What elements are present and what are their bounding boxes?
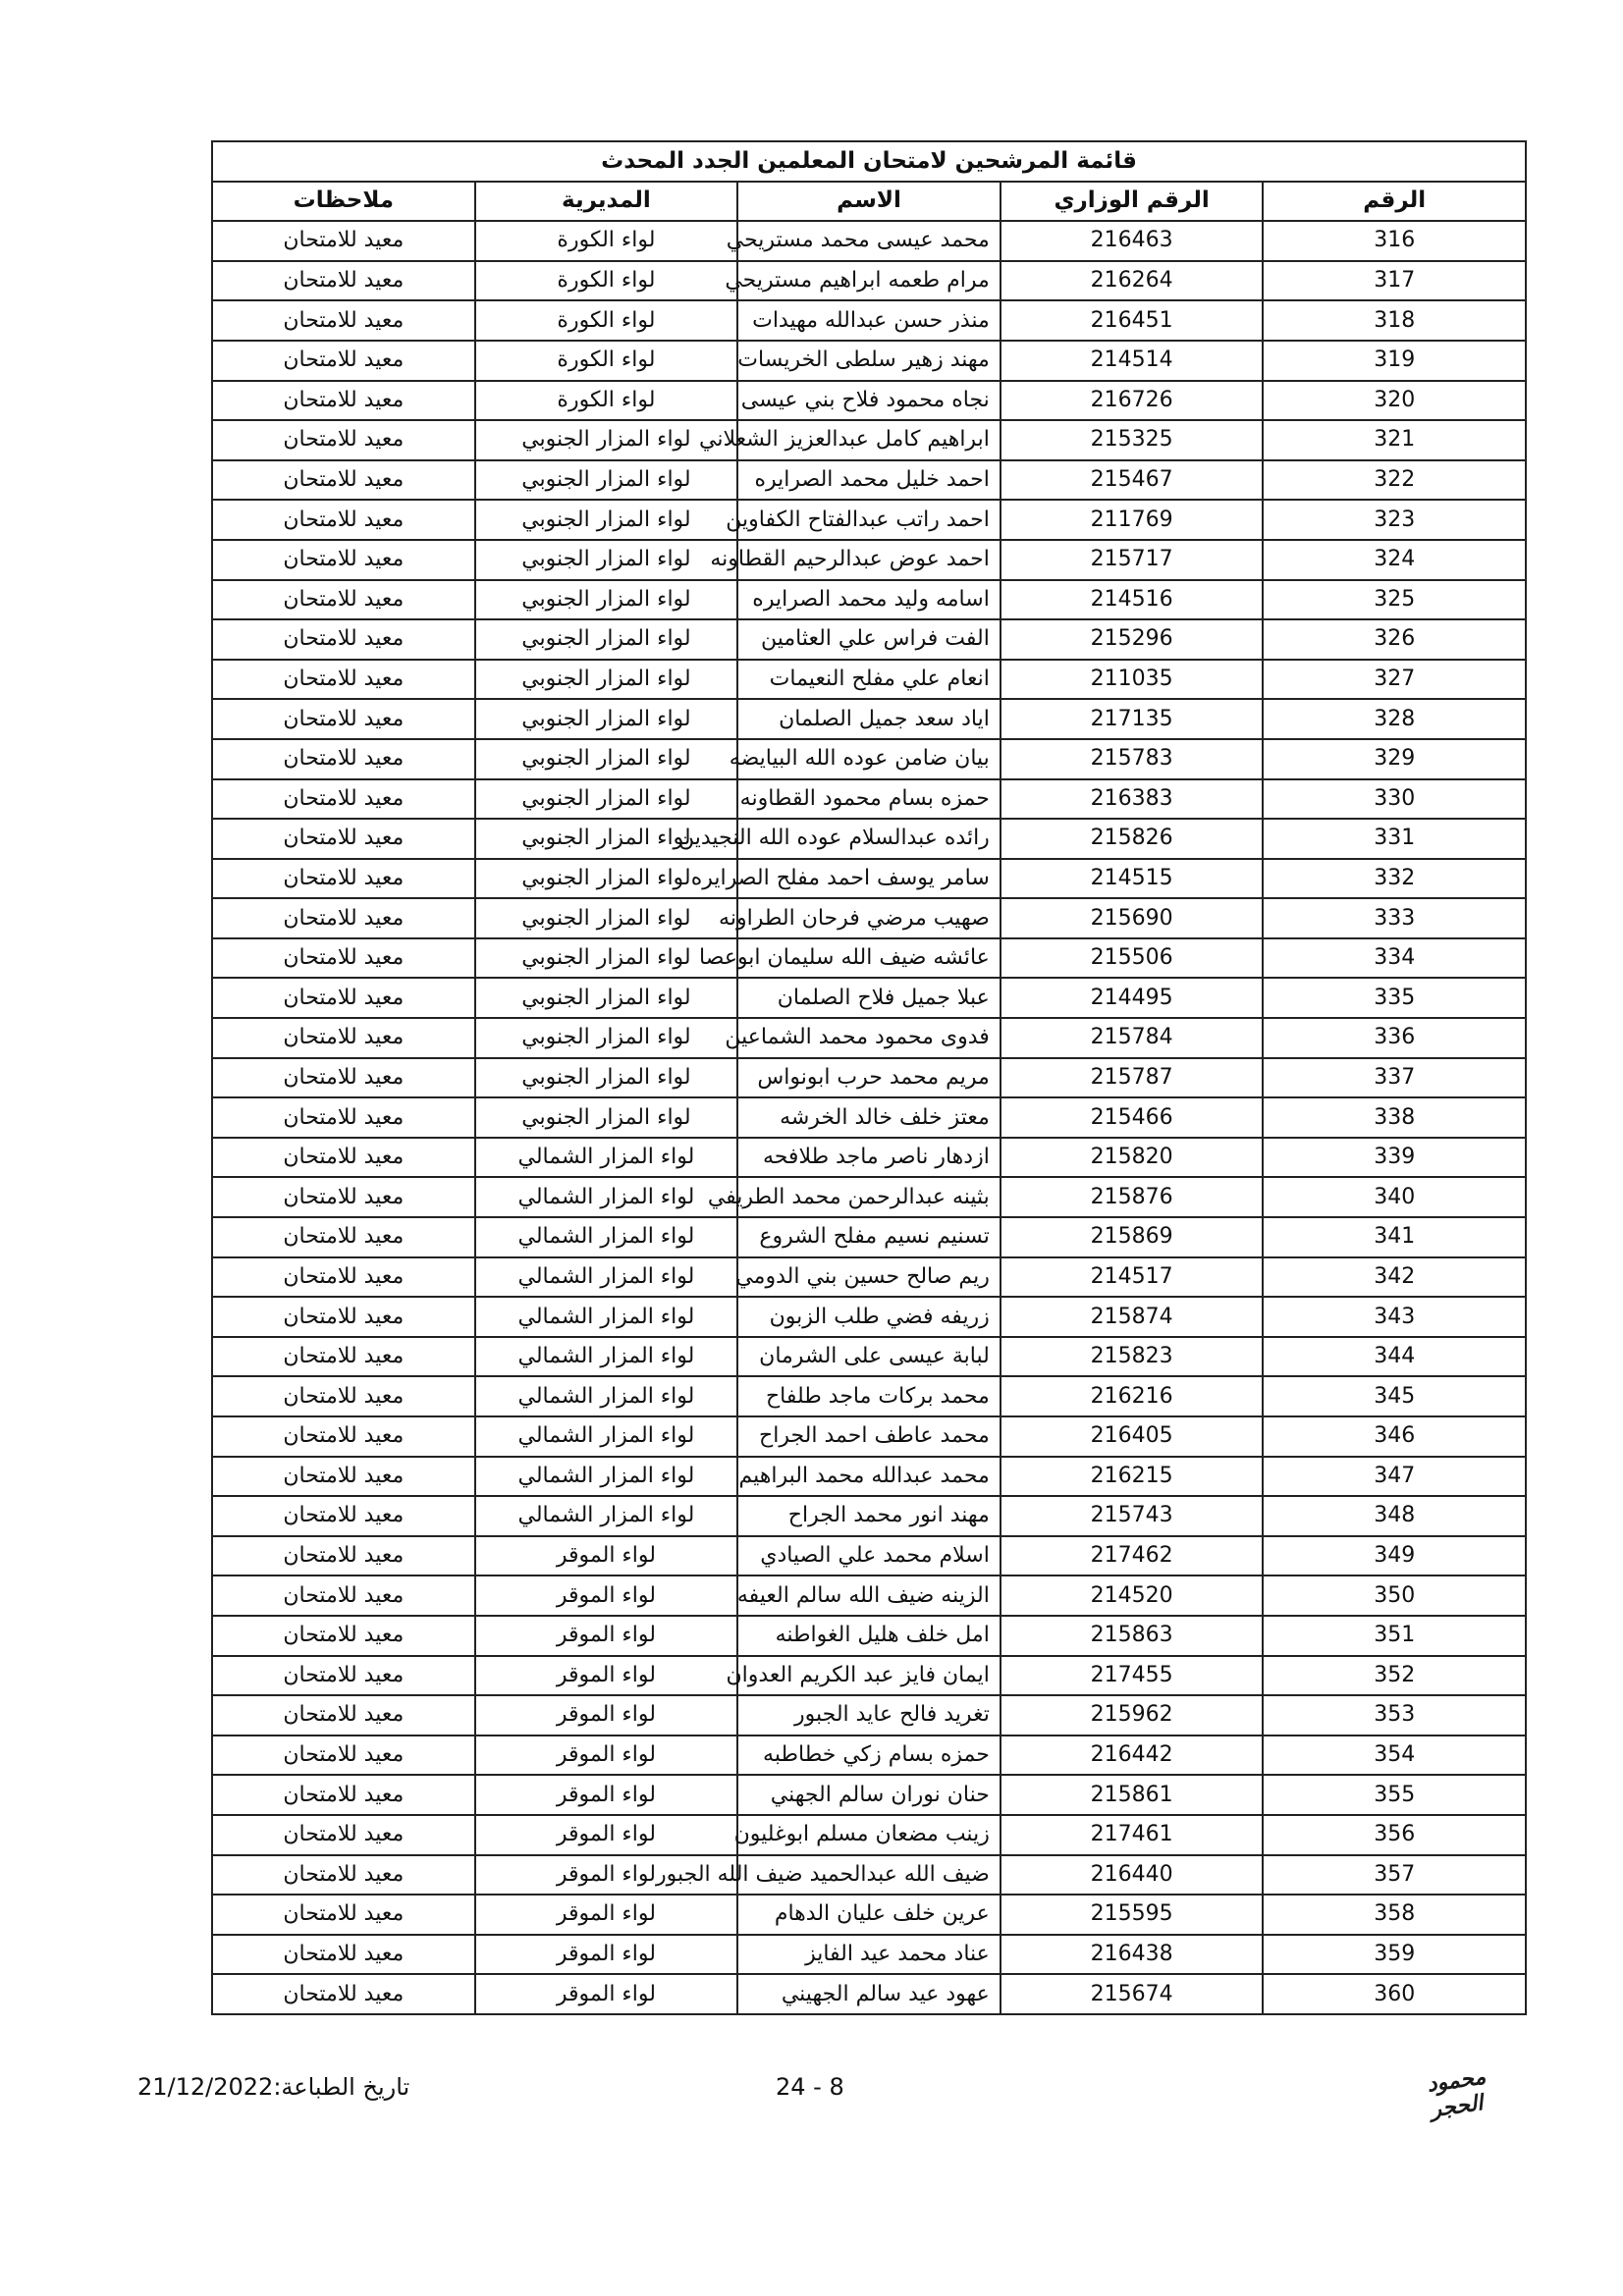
row-notes: معيد للامتحان <box>212 381 475 421</box>
roster-sheet <box>211 140 1527 2015</box>
row-notes: معيد للامتحان <box>212 1416 475 1457</box>
row-notes: معيد للامتحان <box>212 978 475 1018</box>
row-index: 355 <box>1263 1775 1526 1815</box>
row-ministry-number: 214516 <box>1001 580 1264 620</box>
row-name: تسنيم نسيم مفلح الشروع <box>737 1217 1001 1257</box>
row-directorate: لواء الموقر <box>475 1815 738 1855</box>
row-name: ريم صالح حسين بني الدومي <box>737 1257 1001 1298</box>
row-index: 340 <box>1263 1177 1526 1217</box>
row-ministry-number: 214495 <box>1001 978 1264 1018</box>
table-row <box>212 699 1526 739</box>
row-directorate: لواء المزار الشمالي <box>475 1457 738 1497</box>
row-notes: معيد للامتحان <box>212 460 475 501</box>
row-directorate: لواء المزار الجنوبي <box>475 898 738 938</box>
row-directorate: لواء الموقر <box>475 1695 738 1735</box>
row-notes: معيد للامتحان <box>212 500 475 540</box>
row-ministry-number: 216405 <box>1001 1416 1264 1457</box>
table-row <box>212 978 1526 1018</box>
row-directorate: لواء الكورة <box>475 341 738 381</box>
row-notes: معيد للامتحان <box>212 1457 475 1497</box>
row-name: عهود عيد سالم الجهيني <box>737 1974 1001 2014</box>
row-notes: معيد للامتحان <box>212 699 475 739</box>
row-index: 345 <box>1263 1376 1526 1416</box>
row-notes: معيد للامتحان <box>212 1337 475 1377</box>
candidates-table <box>211 140 1527 2015</box>
row-index: 323 <box>1263 500 1526 540</box>
row-directorate: لواء المزار الجنوبي <box>475 978 738 1018</box>
row-directorate: لواء المزار الشمالي <box>475 1217 738 1257</box>
row-directorate: لواء الموقر <box>475 1895 738 1935</box>
table-row <box>212 500 1526 540</box>
row-notes: معيد للامتحان <box>212 261 475 301</box>
row-notes: معيد للامتحان <box>212 1575 475 1616</box>
row-ministry-number: 216451 <box>1001 300 1264 341</box>
row-index: 356 <box>1263 1815 1526 1855</box>
table-row <box>212 1337 1526 1377</box>
row-ministry-number: 217455 <box>1001 1656 1264 1696</box>
table-row <box>212 1097 1526 1138</box>
row-directorate: لواء المزار الشمالي <box>475 1496 738 1536</box>
row-name: احمد عوض عبدالرحيم القطاونه <box>737 540 1001 580</box>
row-ministry-number: 215874 <box>1001 1297 1264 1337</box>
table-row <box>212 819 1526 859</box>
table-row <box>212 1895 1526 1935</box>
row-directorate: لواء الكورة <box>475 261 738 301</box>
row-directorate: لواء المزار الجنوبي <box>475 500 738 540</box>
row-directorate: لواء المزار الجنوبي <box>475 779 738 820</box>
table-row <box>212 898 1526 938</box>
row-name: عرين خلف عليان الدهام <box>737 1895 1001 1935</box>
row-notes: معيد للامتحان <box>212 1177 475 1217</box>
row-index: 317 <box>1263 261 1526 301</box>
table-row <box>212 1177 1526 1217</box>
row-index: 348 <box>1263 1496 1526 1536</box>
row-ministry-number: 215876 <box>1001 1177 1264 1217</box>
row-ministry-number: 215466 <box>1001 1097 1264 1138</box>
row-ministry-number: 217461 <box>1001 1815 1264 1855</box>
print-date: تاريخ الطباعة:21/12/2022 <box>137 2073 410 2101</box>
table-row <box>212 660 1526 700</box>
table-row <box>212 580 1526 620</box>
row-name: اياد سعد جميل الصلمان <box>737 699 1001 739</box>
row-index: 344 <box>1263 1337 1526 1377</box>
row-directorate: لواء المزار الجنوبي <box>475 540 738 580</box>
row-name: مهند زهير سلطى الخريسات <box>737 341 1001 381</box>
row-notes: معيد للامتحان <box>212 300 475 341</box>
row-ministry-number: 215783 <box>1001 739 1264 779</box>
table-row <box>212 381 1526 421</box>
table-row <box>212 1775 1526 1815</box>
row-name: حمزه بسام زكي خطاطبه <box>737 1735 1001 1776</box>
row-index: 342 <box>1263 1257 1526 1298</box>
row-index: 330 <box>1263 779 1526 820</box>
row-notes: معيد للامتحان <box>212 1935 475 1975</box>
table-row <box>212 420 1526 460</box>
header-name: الاسم <box>737 182 1001 222</box>
row-directorate: لواء المزار الجنوبي <box>475 580 738 620</box>
row-ministry-number: 215325 <box>1001 420 1264 460</box>
row-ministry-number: 215690 <box>1001 898 1264 938</box>
row-ministry-number: 216215 <box>1001 1457 1264 1497</box>
row-notes: معيد للامتحان <box>212 1695 475 1735</box>
row-name: بثينه عبدالرحمن محمد الطريفي <box>737 1177 1001 1217</box>
row-ministry-number: 215296 <box>1001 619 1264 660</box>
row-ministry-number: 214517 <box>1001 1257 1264 1298</box>
row-directorate: لواء المزار الجنوبي <box>475 420 738 460</box>
table-row <box>212 1735 1526 1776</box>
row-index: 350 <box>1263 1575 1526 1616</box>
row-name: فدوى محمود محمد الشماعين <box>737 1018 1001 1058</box>
row-index: 332 <box>1263 859 1526 899</box>
row-name: احمد خليل محمد الصرايره <box>737 460 1001 501</box>
row-notes: معيد للامتحان <box>212 1496 475 1536</box>
table-row <box>212 1457 1526 1497</box>
table-row <box>212 1217 1526 1257</box>
row-directorate: لواء المزار الشمالي <box>475 1177 738 1217</box>
row-notes: معيد للامتحان <box>212 1656 475 1696</box>
header-index: الرقم <box>1263 182 1526 222</box>
row-directorate: لواء الموقر <box>475 1974 738 2014</box>
row-index: 322 <box>1263 460 1526 501</box>
table-row <box>212 1935 1526 1975</box>
row-notes: معيد للامتحان <box>212 1217 475 1257</box>
row-notes: معيد للامتحان <box>212 1018 475 1058</box>
row-directorate: لواء الكورة <box>475 300 738 341</box>
row-name: الزينه ضيف الله سالم العيفه <box>737 1575 1001 1616</box>
row-name: انعام علي مفلح النعيمات <box>737 660 1001 700</box>
row-ministry-number: 216383 <box>1001 779 1264 820</box>
row-notes: معيد للامتحان <box>212 580 475 620</box>
row-ministry-number: 215506 <box>1001 938 1264 979</box>
row-index: 337 <box>1263 1058 1526 1098</box>
row-name: زريفه فضي طلب الزبون <box>737 1297 1001 1337</box>
table-row <box>212 540 1526 580</box>
row-name: بيان ضامن عوده الله البيايضه <box>737 739 1001 779</box>
row-notes: معيد للامتحان <box>212 779 475 820</box>
row-index: 338 <box>1263 1097 1526 1138</box>
row-ministry-number: 215467 <box>1001 460 1264 501</box>
row-ministry-number: 215869 <box>1001 1217 1264 1257</box>
row-notes: معيد للامتحان <box>212 739 475 779</box>
row-ministry-number: 215743 <box>1001 1496 1264 1536</box>
row-directorate: لواء الموقر <box>475 1935 738 1975</box>
header-directorate: المديرية <box>475 182 738 222</box>
title-row <box>212 141 1526 182</box>
row-index: 349 <box>1263 1536 1526 1576</box>
row-notes: معيد للامتحان <box>212 1097 475 1138</box>
row-index: 329 <box>1263 739 1526 779</box>
page-footer <box>0 2063 1623 2123</box>
row-index: 335 <box>1263 978 1526 1018</box>
row-ministry-number: 217135 <box>1001 699 1264 739</box>
row-name: مرام طعمه ابراهيم مستريحي <box>737 261 1001 301</box>
row-name: زينب مضعان مسلم ابوغليون <box>737 1815 1001 1855</box>
row-directorate: لواء المزار الجنوبي <box>475 1058 738 1098</box>
row-notes: معيد للامتحان <box>212 1775 475 1815</box>
row-ministry-number: 216438 <box>1001 1935 1264 1975</box>
row-directorate: لواء المزار الشمالي <box>475 1297 738 1337</box>
table-title: قائمة المرشحين لامتحان المعلمين الجدد المحدث <box>212 141 1526 182</box>
row-name: عبلا جميل فلاح الصلمان <box>737 978 1001 1018</box>
row-name: اسلام محمد علي الصيادي <box>737 1536 1001 1576</box>
table-row <box>212 1575 1526 1616</box>
row-index: 325 <box>1263 580 1526 620</box>
row-ministry-number: 216440 <box>1001 1855 1264 1896</box>
row-ministry-number: 217462 <box>1001 1536 1264 1576</box>
row-notes: معيد للامتحان <box>212 819 475 859</box>
table-row <box>212 1376 1526 1416</box>
table-row <box>212 1974 1526 2014</box>
table-row <box>212 739 1526 779</box>
row-directorate: لواء الموقر <box>475 1536 738 1576</box>
row-ministry-number: 214515 <box>1001 859 1264 899</box>
row-name: رائده عبدالسلام عوده الله النجيدين <box>737 819 1001 859</box>
row-ministry-number: 216726 <box>1001 381 1264 421</box>
row-directorate: لواء المزار الجنوبي <box>475 619 738 660</box>
row-index: 357 <box>1263 1855 1526 1896</box>
row-ministry-number: 215595 <box>1001 1895 1264 1935</box>
row-ministry-number: 215823 <box>1001 1337 1264 1377</box>
table-row <box>212 261 1526 301</box>
table-row <box>212 1018 1526 1058</box>
row-name: معتز خلف خالد الخرشه <box>737 1097 1001 1138</box>
row-notes: معيد للامتحان <box>212 1616 475 1656</box>
row-index: 354 <box>1263 1735 1526 1776</box>
row-notes: معيد للامتحان <box>212 1735 475 1776</box>
row-ministry-number: 211035 <box>1001 660 1264 700</box>
signature-text: محمود الحجر <box>1425 2063 1488 2123</box>
row-ministry-number: 215863 <box>1001 1616 1264 1656</box>
row-ministry-number: 215787 <box>1001 1058 1264 1098</box>
row-index: 353 <box>1263 1695 1526 1735</box>
row-directorate: لواء الموقر <box>475 1735 738 1776</box>
row-directorate: لواء الموقر <box>475 1656 738 1696</box>
row-notes: معيد للامتحان <box>212 1895 475 1935</box>
header-row <box>212 182 1526 222</box>
row-directorate: لواء المزار الجنوبي <box>475 819 738 859</box>
table-row <box>212 1815 1526 1855</box>
row-ministry-number: 215826 <box>1001 819 1264 859</box>
table-row <box>212 300 1526 341</box>
row-index: 319 <box>1263 341 1526 381</box>
row-notes: معيد للامتحان <box>212 938 475 979</box>
row-notes: معيد للامتحان <box>212 540 475 580</box>
header-ministry-number: الرقم الوزاري <box>1001 182 1264 222</box>
row-directorate: لواء المزار الشمالي <box>475 1138 738 1178</box>
row-notes: معيد للامتحان <box>212 859 475 899</box>
row-directorate: لواء المزار الجنوبي <box>475 460 738 501</box>
table-row <box>212 1855 1526 1896</box>
row-ministry-number: 216463 <box>1001 221 1264 261</box>
row-directorate: لواء المزار الجنوبي <box>475 938 738 979</box>
row-notes: معيد للامتحان <box>212 1376 475 1416</box>
table-body <box>212 221 1526 2014</box>
row-ministry-number: 211769 <box>1001 500 1264 540</box>
table-row <box>212 779 1526 820</box>
table-row <box>212 460 1526 501</box>
row-notes: معيد للامتحان <box>212 1974 475 2014</box>
row-directorate: لواء المزار الجنوبي <box>475 859 738 899</box>
table-row <box>212 1416 1526 1457</box>
row-name: سامر يوسف احمد مفلح الصرايره <box>737 859 1001 899</box>
row-name: حمزه بسام محمود القطاونه <box>737 779 1001 820</box>
row-notes: معيد للامتحان <box>212 898 475 938</box>
row-name: محمد عاطف احمد الجراح <box>737 1416 1001 1457</box>
row-index: 333 <box>1263 898 1526 938</box>
row-name: محمد عبدالله محمد البراهيم <box>737 1457 1001 1497</box>
table-row <box>212 1616 1526 1656</box>
table-row <box>212 1257 1526 1298</box>
row-ministry-number: 215784 <box>1001 1018 1264 1058</box>
row-notes: معيد للامتحان <box>212 221 475 261</box>
table-row <box>212 1656 1526 1696</box>
row-directorate: لواء المزار الشمالي <box>475 1376 738 1416</box>
row-index: 328 <box>1263 699 1526 739</box>
row-name: مريم محمد حرب ابونواس <box>737 1058 1001 1098</box>
row-index: 358 <box>1263 1895 1526 1935</box>
row-directorate: لواء المزار الشمالي <box>475 1257 738 1298</box>
table-row <box>212 221 1526 261</box>
row-directorate: لواء الكورة <box>475 381 738 421</box>
row-directorate: لواء الموقر <box>475 1575 738 1616</box>
row-directorate: لواء المزار الجنوبي <box>475 660 738 700</box>
row-notes: معيد للامتحان <box>212 1058 475 1098</box>
row-ministry-number: 216442 <box>1001 1735 1264 1776</box>
row-index: 324 <box>1263 540 1526 580</box>
row-index: 343 <box>1263 1297 1526 1337</box>
row-notes: معيد للامتحان <box>212 660 475 700</box>
table-row <box>212 341 1526 381</box>
row-index: 336 <box>1263 1018 1526 1058</box>
table-row <box>212 859 1526 899</box>
row-directorate: لواء الكورة <box>475 221 738 261</box>
row-directorate: لواء المزار الجنوبي <box>475 1097 738 1138</box>
row-index: 321 <box>1263 420 1526 460</box>
table-row <box>212 1297 1526 1337</box>
row-name: محمد بركات ماجد طلفاح <box>737 1376 1001 1416</box>
row-ministry-number: 215820 <box>1001 1138 1264 1178</box>
row-ministry-number: 216264 <box>1001 261 1264 301</box>
table-row <box>212 1138 1526 1178</box>
row-notes: معيد للامتحان <box>212 1855 475 1896</box>
row-directorate: لواء الموقر <box>475 1616 738 1656</box>
row-index: 352 <box>1263 1656 1526 1696</box>
row-directorate: لواء الموقر <box>475 1855 738 1896</box>
row-notes: معيد للامتحان <box>212 1536 475 1576</box>
row-name: منذر حسن عبدالله مهيدات <box>737 300 1001 341</box>
row-ministry-number: 215717 <box>1001 540 1264 580</box>
row-ministry-number: 216216 <box>1001 1376 1264 1416</box>
row-directorate: لواء المزار الشمالي <box>475 1416 738 1457</box>
row-directorate: لواء المزار الجنوبي <box>475 739 738 779</box>
table-row <box>212 1496 1526 1536</box>
row-index: 327 <box>1263 660 1526 700</box>
row-index: 331 <box>1263 819 1526 859</box>
row-notes: معيد للامتحان <box>212 1815 475 1855</box>
row-notes: معيد للامتحان <box>212 619 475 660</box>
row-index: 351 <box>1263 1616 1526 1656</box>
row-ministry-number: 215962 <box>1001 1695 1264 1735</box>
row-notes: معيد للامتحان <box>212 420 475 460</box>
row-directorate: لواء المزار الشمالي <box>475 1337 738 1377</box>
row-name: امل خلف هليل الغواطنه <box>737 1616 1001 1656</box>
table-row <box>212 1536 1526 1576</box>
row-name: احمد راتب عبدالفتاح الكفاوين <box>737 500 1001 540</box>
row-name: لبابة عيسى على الشرمان <box>737 1337 1001 1377</box>
row-name: محمد عيسى محمد مستريحي <box>737 221 1001 261</box>
row-index: 326 <box>1263 619 1526 660</box>
row-index: 316 <box>1263 221 1526 261</box>
table-row <box>212 938 1526 979</box>
table-row <box>212 619 1526 660</box>
row-name: عائشه ضيف الله سليمان ابوعصا <box>737 938 1001 979</box>
row-name: ازدهار ناصر ماجد طلافحه <box>737 1138 1001 1178</box>
row-name: نجاه محمود فلاح بني عيسى <box>737 381 1001 421</box>
row-notes: معيد للامتحان <box>212 1257 475 1298</box>
row-name: صهيب مرضي فرحان الطراونه <box>737 898 1001 938</box>
row-directorate: لواء المزار الجنوبي <box>475 1018 738 1058</box>
row-notes: معيد للامتحان <box>212 341 475 381</box>
row-index: 346 <box>1263 1416 1526 1457</box>
row-index: 320 <box>1263 381 1526 421</box>
row-name: مهند انور محمد الجراح <box>737 1496 1001 1536</box>
row-directorate: لواء المزار الجنوبي <box>475 699 738 739</box>
header-notes: ملاحظات <box>212 182 475 222</box>
row-ministry-number: 214520 <box>1001 1575 1264 1616</box>
row-index: 341 <box>1263 1217 1526 1257</box>
row-name: اسامه وليد محمد الصرايره <box>737 580 1001 620</box>
row-name: تغريد فالح عايد الجبور <box>737 1695 1001 1735</box>
row-ministry-number: 215861 <box>1001 1775 1264 1815</box>
row-notes: معيد للامتحان <box>212 1138 475 1178</box>
row-name: ابراهيم كامل عبدالعزيز الشعلاني <box>737 420 1001 460</box>
row-ministry-number: 215674 <box>1001 1974 1264 2014</box>
row-name: الفت فراس علي العثامين <box>737 619 1001 660</box>
row-name: ضيف الله عبدالحميد ضيف الله الجبور <box>737 1855 1001 1896</box>
row-index: 347 <box>1263 1457 1526 1497</box>
table-row <box>212 1695 1526 1735</box>
signature <box>1425 2063 1522 2123</box>
row-index: 359 <box>1263 1935 1526 1975</box>
row-index: 318 <box>1263 300 1526 341</box>
row-notes: معيد للامتحان <box>212 1297 475 1337</box>
row-index: 360 <box>1263 1974 1526 2014</box>
page-number: 24 - 8 <box>776 2073 844 2101</box>
row-index: 334 <box>1263 938 1526 979</box>
row-ministry-number: 214514 <box>1001 341 1264 381</box>
row-directorate: لواء الموقر <box>475 1775 738 1815</box>
table-row <box>212 1058 1526 1098</box>
row-name: عناد محمد عيد الفايز <box>737 1935 1001 1975</box>
row-name: ايمان فايز عبد الكريم العدوان <box>737 1656 1001 1696</box>
row-name: حنان نوران سالم الجهني <box>737 1775 1001 1815</box>
row-index: 339 <box>1263 1138 1526 1178</box>
